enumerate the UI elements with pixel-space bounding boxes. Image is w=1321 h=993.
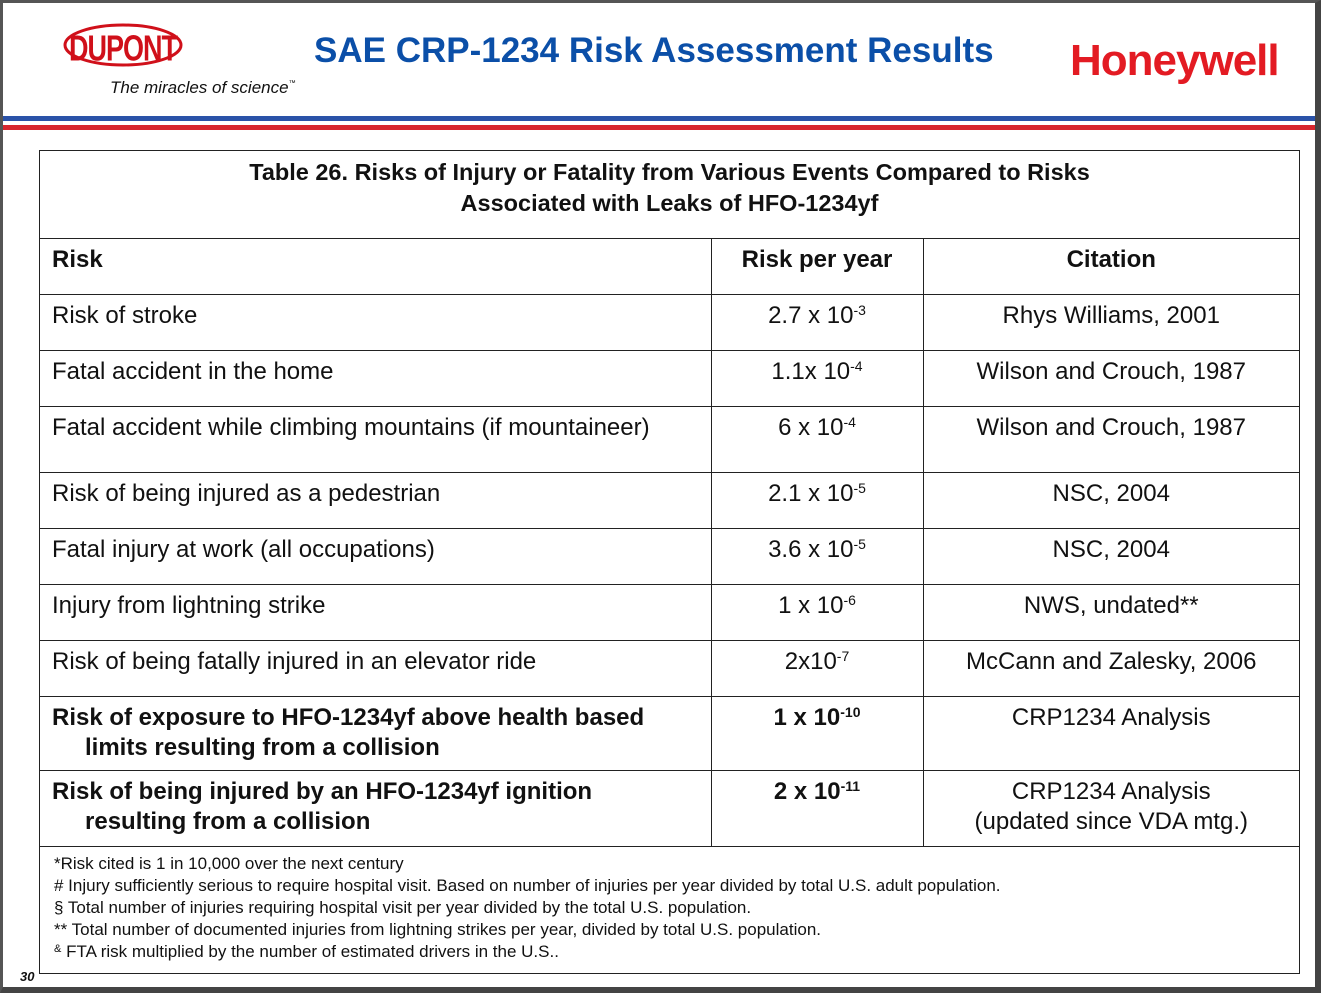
risk-cell: Injury from lightning strike	[40, 585, 711, 641]
page-number: 30	[20, 969, 35, 984]
column-header-citation: Citation	[923, 239, 1299, 295]
dupont-logo-text: DUPONT	[69, 28, 177, 69]
risk-per-year-cell: 3.6 x $10^{-5}$	[711, 529, 923, 585]
citation-cell: Wilson and Crouch, 1987	[923, 407, 1299, 473]
risk-cell: Fatal injury at work (all occupations)	[40, 529, 711, 585]
table-row	[40, 585, 1299, 641]
table-header-row	[40, 239, 1299, 295]
risk-per-year-cell: 1 x $10^{-6}$	[711, 585, 923, 641]
risk-per-year-cell: 2.1 x $10^{-5}$	[711, 473, 923, 529]
risk-cell: Fatal accident in the home	[40, 351, 711, 407]
risk-cell: Risk of being injured as a pedestrian	[40, 473, 711, 529]
risk-cell: Risk of being injured by an HFO-1234yf ignition resulting from a collision	[40, 771, 711, 847]
trademark-mark: ™	[288, 80, 296, 87]
risk-table-box	[39, 150, 1300, 974]
risk-per-year-cell: $2x10^{-7}$	[711, 641, 923, 697]
risk-cell: Risk of being fatally injured in an elevator ride	[40, 641, 711, 697]
risk-cell: Risk of exposure to HFO-1234yf above health based limits resulting from a collision	[40, 697, 711, 771]
table-row	[40, 295, 1299, 351]
risk-per-year-cell: 2 x $10^{-11}$	[711, 771, 923, 847]
citation-cell: CRP1234 Analysis (updated since VDA mtg.)	[923, 771, 1299, 847]
risk-cell: Fatal accident while climbing mountains (if mountaineer)	[40, 407, 711, 473]
risk-per-year-cell: 2.7 x $10^{-3}$	[711, 295, 923, 351]
header-stripes	[3, 116, 1315, 130]
caption-line-2: Associated with Leaks of HFO-1234yf	[460, 190, 879, 216]
citation-cell: NWS, undated**	[923, 585, 1299, 641]
footnote: § Total number of injuries requiring hospital visit per year divided by the total U.S. population.	[54, 898, 752, 917]
footnote: ** Total number of documented injuries from lightning strikes per year, divided by total U.S. population.	[54, 920, 821, 939]
table-row	[40, 351, 1299, 407]
citation-cell: McCann and Zalesky, 2006	[923, 641, 1299, 697]
table-row	[40, 407, 1299, 473]
tagline-text: The miracles of science	[110, 78, 289, 97]
table-row	[40, 473, 1299, 529]
citation-cell: Rhys Williams, 2001	[923, 295, 1299, 351]
citation-cell: Wilson and Crouch, 1987	[923, 351, 1299, 407]
citation-cell: CRP1234 Analysis	[923, 697, 1299, 771]
risk-table	[40, 238, 1299, 847]
citation-cell: NSC, 2004	[923, 529, 1299, 585]
column-header-risk: Risk	[40, 239, 711, 295]
column-header-risk-per-year: Risk per year	[711, 239, 923, 295]
stripe-red	[3, 125, 1315, 130]
footnote: & FTA risk multiplied by the number of estimated drivers in the U.S..	[54, 942, 559, 961]
table-row	[40, 641, 1299, 697]
table-row	[40, 697, 1299, 771]
table-caption	[40, 157, 1299, 219]
table-row	[40, 771, 1299, 847]
risk-cell: Risk of stroke	[40, 295, 711, 351]
risk-per-year-cell: 1 x $10^{-10}$	[711, 697, 923, 771]
caption-line-1: Table 26. Risks of Injury or Fatality from Various Events Compared to Risks	[249, 159, 1090, 185]
risk-per-year-cell: 6 x $10^{-4}$	[711, 407, 923, 473]
table-row	[40, 529, 1299, 585]
footnote: # Injury sufficiently serious to require hospital visit. Based on number of injuries per year divided by total U.S. adult population.	[54, 876, 1001, 895]
footnotes	[54, 853, 1284, 963]
risk-per-year-cell: 1.1x $10^{-4}$	[711, 351, 923, 407]
honeywell-logo: Honeywell	[1070, 36, 1279, 85]
tagline	[110, 78, 296, 98]
footnote: *Risk cited is 1 in 10,000 over the next century	[54, 854, 404, 873]
page-title: SAE CRP-1234 Risk Assessment Results	[314, 31, 994, 70]
citation-cell: NSC, 2004	[923, 473, 1299, 529]
